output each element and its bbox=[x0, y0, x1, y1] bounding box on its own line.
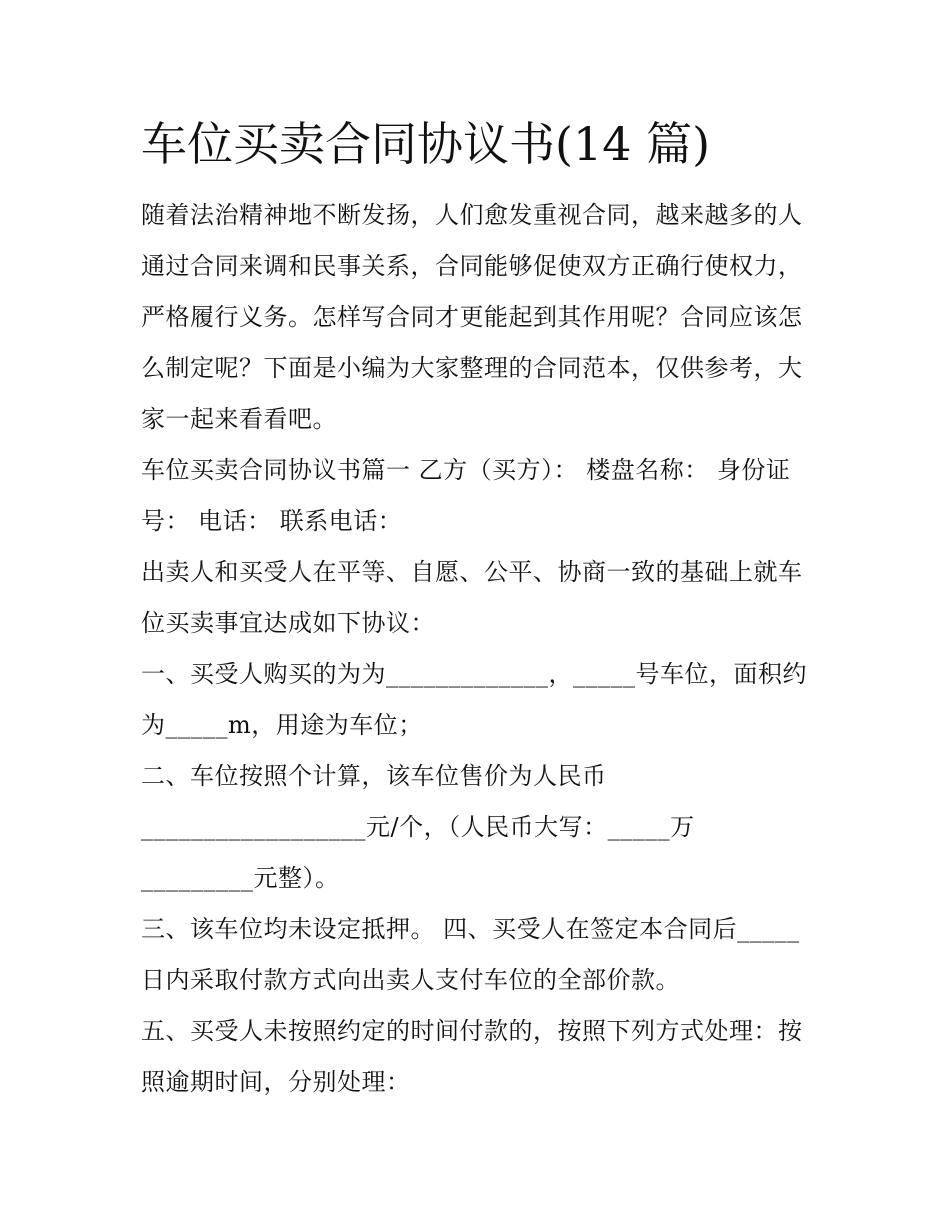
text-line: 出卖人和买受人在平等、自愿、公平、协商一致的基础上就车 bbox=[141, 558, 803, 586]
text-line: 日内采取付款方式向出卖人支付车位的全部价款。 bbox=[141, 966, 680, 994]
text-line: 三、该车位均未设定抵押。 四、买受人在签定本合同后_____ bbox=[141, 915, 800, 943]
text-line: 二、车位按照个计算，该车位售价为人民币 bbox=[141, 762, 607, 790]
text-line: __________________元/个，（人民币大写：_____万 bbox=[141, 813, 695, 841]
text-line: 一、买受人购买的为为_____________，_____号车位，面积约 bbox=[141, 660, 807, 688]
text-line: 家一起来看看吧。 bbox=[141, 405, 337, 433]
text-line: 位买卖事宜达成如下协议： bbox=[141, 609, 435, 637]
contract-header-paragraph bbox=[141, 445, 821, 547]
clause-three-four bbox=[141, 904, 821, 1006]
text-line: 随着法治精神地不断发扬，人们愈发重视合同，越来越多的人 bbox=[141, 201, 803, 229]
intro-paragraph bbox=[141, 190, 821, 445]
clause-two bbox=[141, 751, 821, 904]
clause-one bbox=[141, 649, 821, 751]
document-page bbox=[141, 112, 821, 1108]
text-line: 为_____m，用途为车位； bbox=[141, 711, 423, 739]
document-title: 车位买卖合同协议书(14 篇) bbox=[141, 117, 711, 171]
text-line: 号： 电话： 联系电话： bbox=[141, 507, 403, 535]
clause-five bbox=[141, 1006, 821, 1108]
text-line: 严格履行义务。怎样写合同才更能起到其作用呢？合同应该怎 bbox=[141, 303, 803, 331]
text-line: 照逾期时间，分别处理： bbox=[141, 1068, 411, 1096]
agreement-basis-paragraph bbox=[141, 547, 821, 649]
text-line: 车位买卖合同协议书篇一 乙方（买方）： 楼盘名称： 身份证 bbox=[141, 456, 791, 484]
text-line: _________元整）。 bbox=[141, 864, 340, 892]
text-line: 通过合同来调和民事关系，合同能够促使双方正确行使权力， bbox=[141, 252, 803, 280]
text-line: 五、买受人未按照约定的时间付款的，按照下列方式处理：按 bbox=[141, 1017, 803, 1045]
text-line: 么制定呢？下面是小编为大家整理的合同范本，仅供参考，大 bbox=[141, 354, 803, 382]
